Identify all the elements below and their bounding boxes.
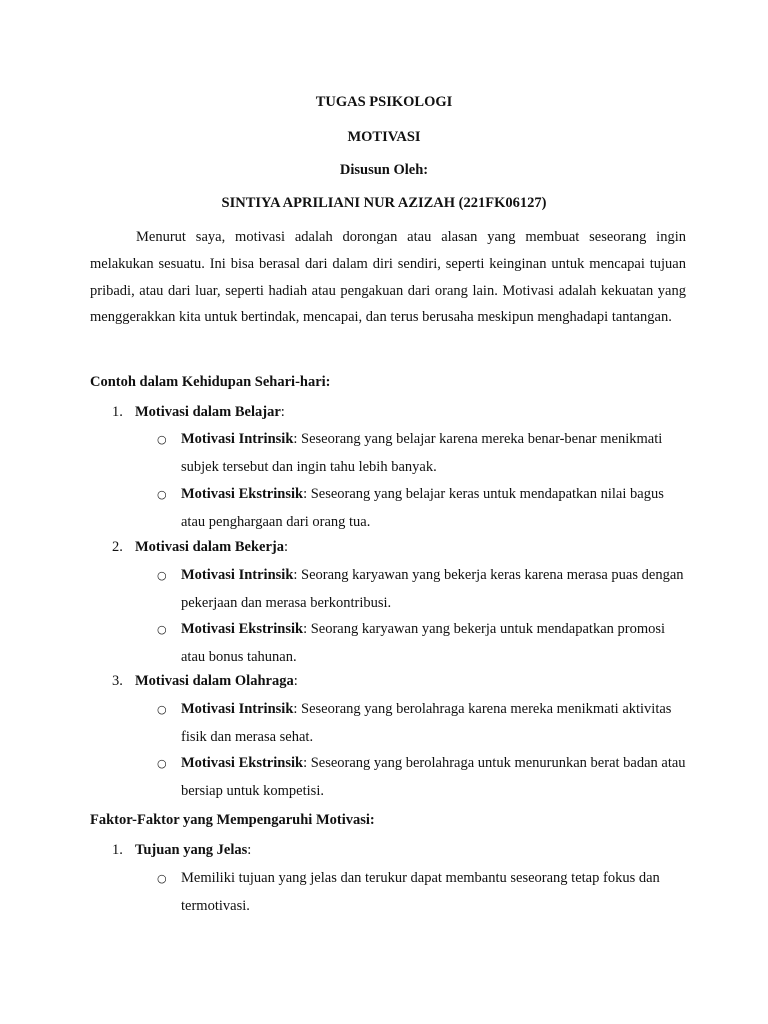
sub-item-term: Motivasi Ekstrinsik (181, 486, 304, 502)
item-title: Motivasi dalam Bekerja (135, 539, 285, 555)
sub-item-term: Motivasi Intrinsik (181, 701, 294, 717)
sub-item-term: Motivasi Intrinsik (181, 567, 294, 583)
intro-paragraph (90, 224, 686, 331)
item-title: Motivasi dalam Belajar (135, 404, 281, 420)
sub-item (157, 616, 686, 671)
author-name: SINTIYA APRILIANI NUR AZIZAH (221FK06127) (221, 195, 547, 211)
circle-bullet-icon: ○ (157, 433, 167, 446)
sub-item (157, 481, 686, 536)
circle-bullet-icon: ○ (157, 488, 167, 501)
item-number: 1. (112, 842, 123, 858)
section-heading: Contoh dalam Kehidupan Sehari-hari: (90, 374, 331, 390)
document-title: TUGAS PSIKOLOGI (315, 94, 453, 110)
sub-item-text: : Seseorang yang berolahraga karena mereka menikmati aktivitas fisik dan merasa sehat. (181, 701, 672, 745)
sub-item (157, 426, 686, 481)
circle-bullet-icon: ○ (157, 703, 167, 716)
sub-item-text: Memiliki tujuan yang jelas dan terukur dapat membantu seseorang tetap fokus dan termotivasi. (181, 870, 660, 914)
sub-item (157, 865, 686, 920)
intro-text: Menurut saya, motivasi adalah dorongan atau alasan yang membuat seseorang ingin melakukan sesuatu. Ini bisa berasal dari dalam diri sendiri, seperti keinginan untuk mencapai tujuan pribadi, atau dari luar, seperti hadiah atau pengakuan dari orang lain. Motivasi adalah kekuatan yang menggerakkan kita untuk bertindak, mencapai, dan terus berusaha meskipun menghadapi tantangan. (90, 229, 686, 326)
list-item: 1. Motivasi dalam Belajar: (112, 404, 285, 420)
sub-item-text: : Seseorang yang belajar karena mereka benar-benar menikmati subjek tersebut dan ingin tahu lebih banyak. (181, 431, 663, 475)
circle-bullet-icon: ○ (157, 569, 167, 582)
sub-item-term: Motivasi Ekstrinsik (181, 755, 304, 771)
section-heading: Faktor-Faktor yang Mempengaruhi Motivasi: (90, 812, 375, 828)
sub-item-term: Motivasi Intrinsik (181, 431, 294, 447)
list-item: 2. Motivasi dalam Bekerja: (112, 539, 289, 555)
sub-item (157, 696, 686, 751)
sub-item-text: : Seorang karyawan yang bekerja untuk mendapatkan promosi atau bonus tahunan. (181, 621, 666, 665)
circle-bullet-icon: ○ (157, 757, 167, 770)
item-number: 1. (112, 404, 123, 420)
sub-item-text: : Seseorang yang belajar keras untuk mendapatkan nilai bagus atau penghargaan dari orang tua. (181, 486, 664, 530)
sub-item-term: Motivasi Ekstrinsik (181, 621, 304, 637)
sub-item-text: : Seorang karyawan yang bekerja keras karena merasa puas dengan pekerjaan dan merasa berkontribusi. (181, 567, 684, 611)
author-label: Disusun Oleh: (339, 162, 429, 178)
sub-item (157, 562, 686, 617)
sub-item (157, 750, 686, 805)
document-subtitle: MOTIVASI (347, 129, 421, 145)
item-number: 2. (112, 539, 123, 555)
item-number: 3. (112, 673, 123, 689)
item-title: Motivasi dalam Olahraga (135, 673, 294, 689)
list-item: 1. Tujuan yang Jelas: (112, 842, 252, 858)
list-item: 3. Motivasi dalam Olahraga: (112, 673, 298, 689)
sub-item-text: : Seseorang yang berolahraga untuk menurunkan berat badan atau bersiap untuk kompetisi. (181, 755, 686, 799)
item-title: Tujuan yang Jelas (135, 842, 248, 858)
circle-bullet-icon: ○ (157, 623, 167, 636)
circle-bullet-icon: ○ (157, 872, 167, 885)
